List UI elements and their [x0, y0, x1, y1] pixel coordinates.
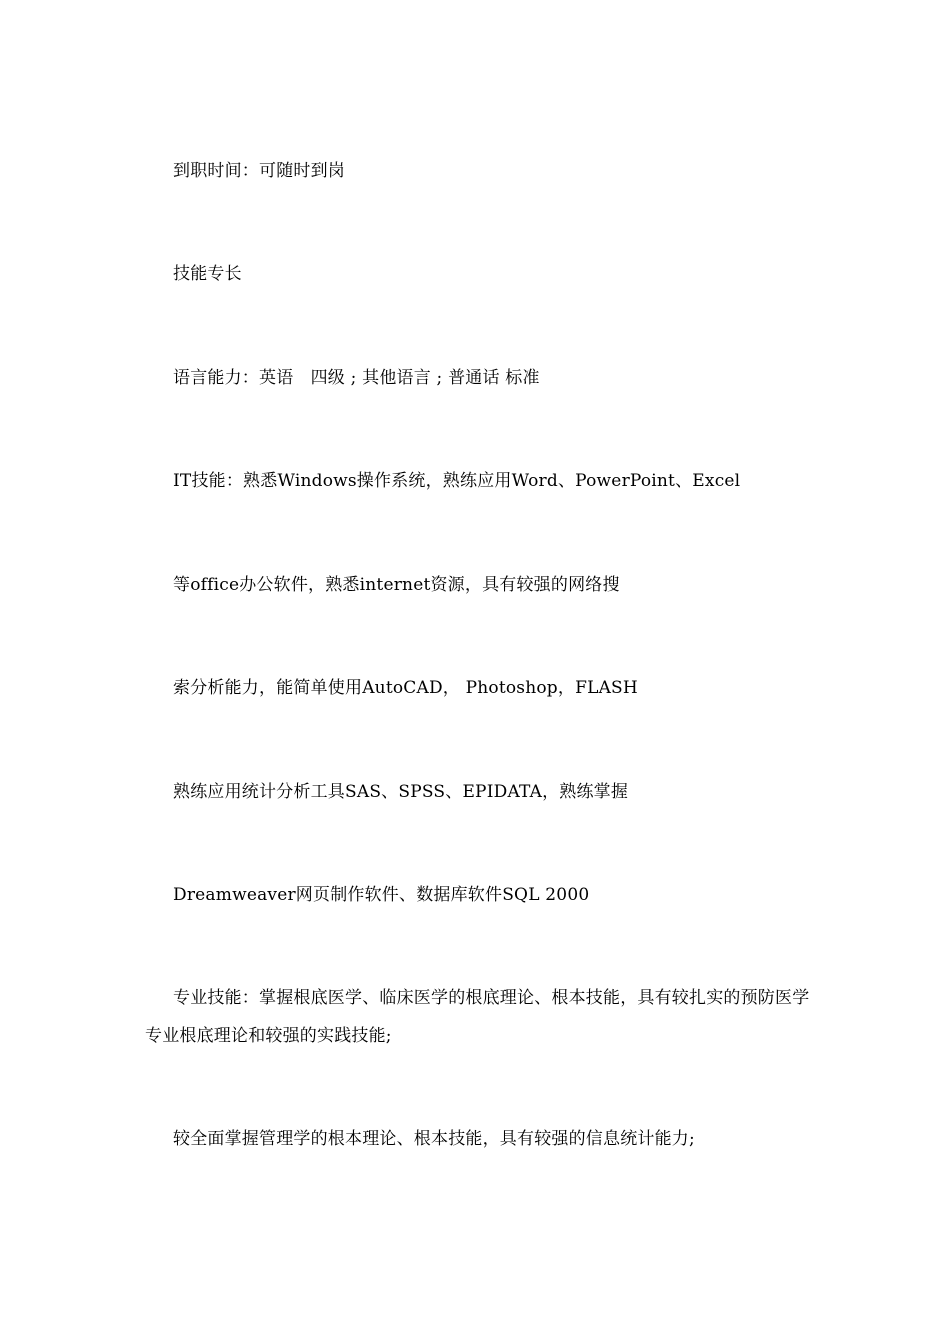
it-skills-line-2: 等office办公软件，熟悉internet资源，具有较强的网络搜	[173, 575, 620, 595]
it-skills-line-4: 熟练应用统计分析工具SAS、SPSS、EPIDATA，熟练掌握	[173, 782, 629, 802]
language-skills-line: 语言能力：英语 四级 ; 其他语言 ; 普通话 标准	[173, 368, 540, 388]
start-date-line: 到职时间：可随时到岗	[173, 161, 345, 181]
management-skills-line: 较全面掌握管理学的根本理论、根本技能，具有较强的信息统计能力;	[173, 1129, 695, 1149]
it-skills-line-3: 索分析能力，能简单使用AutoCAD， Photoshop，FLASH	[173, 678, 638, 698]
it-skills-line-5: Dreamweaver网页制作软件、数据库软件SQL 2000	[173, 885, 590, 905]
it-skills-line-1: IT技能：熟悉Windows操作系统，熟练应用Word、PowerPoint、Excel	[173, 471, 741, 491]
professional-skills-paragraph: 专业技能：掌握根底医学、临床医学的根底理论、根本技能，具有较扎实的预防医学专业根底理论和较强的实践技能;	[145, 988, 810, 1046]
skills-heading: 技能专长	[173, 264, 242, 284]
